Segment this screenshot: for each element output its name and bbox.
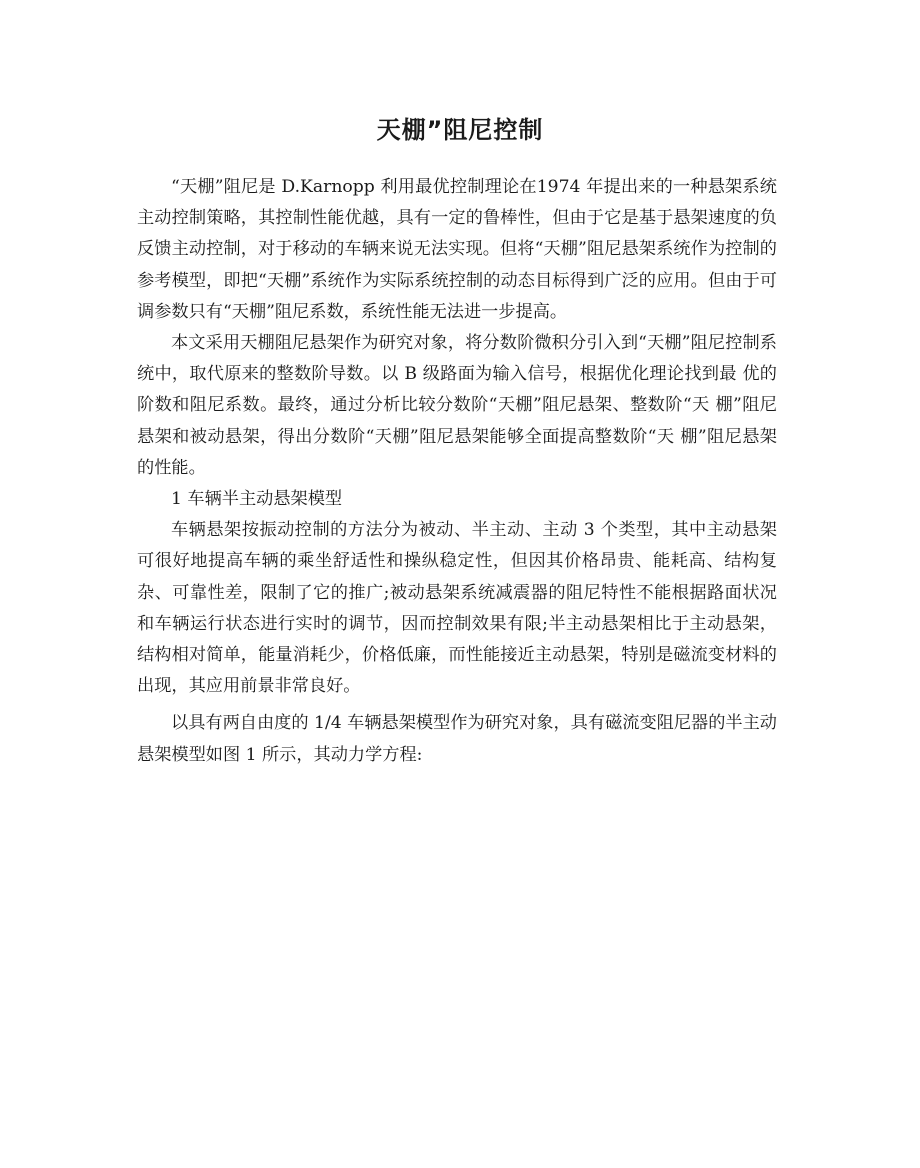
- paragraph-skyhook-intro: “天棚”阻尼是 D.Karnopp 利用最优控制理论在1974 年提出来的一种悬架系统主动控制策略，其控制性能优越，具有一定的鲁棒性，但由于它是基于悬架速度的负反馈主动控制，对于移动的车辆来说无法实现。但将“天棚”阻尼悬架系统作为控制的参考模型，即把“天棚”系统作为实际系统控制的动态目标得到广泛的应用。但由于可调参数只有“天棚”阻尼系数，系统性能无法进一步提高。: [137, 177, 777, 322]
- paragraph-suspension-types: 车辆悬架按振动控制的方法分为被动、半主动、主动 3 个类型，其中主动悬架可很好地提高车辆的乘坐舒适性和操纵稳定性，但因其价格昂贵、能耗高、结构复杂、可靠性差，限制了它的推广;被动悬架系统减震器的阻尼特性不能根据路面状况和车辆运行状态进行实时的调节，因而控制效果有限;半主动悬架相比于主动悬架，结构相对简单，能量消耗少，价格低廉，而性能接近主动悬架，特别是磁流变材料的出现，其应用前景非常良好。: [137, 520, 777, 697]
- document-title: 天棚”阻尼控制: [376, 116, 544, 144]
- document-body: [137, 172, 777, 771]
- paragraph-research-approach: 本文采用天棚阻尼悬架作为研究对象，将分数阶微积分引入到“天棚”阻尼控制系统中，取代原来的整数阶导数。以 B 级路面为输入信号，根据优化理论找到最 优的阶数和阻尼系数。最终，通过分析比较分数阶“天棚”阻尼悬架、整数阶“天 棚”阻尼悬架和被动悬架，得出分数阶“天棚”阻尼悬架能够全面提高整数阶“天 棚”阻尼悬架的性能。: [137, 333, 777, 478]
- section-heading-1: 1 车辆半主动悬架模型: [171, 489, 343, 510]
- paragraph-model-description: 以具有两自由度的 1/4 车辆悬架模型作为研究对象，具有磁流变阻尼器的半主动悬架模型如图 1 所示，其动力学方程:: [137, 713, 777, 765]
